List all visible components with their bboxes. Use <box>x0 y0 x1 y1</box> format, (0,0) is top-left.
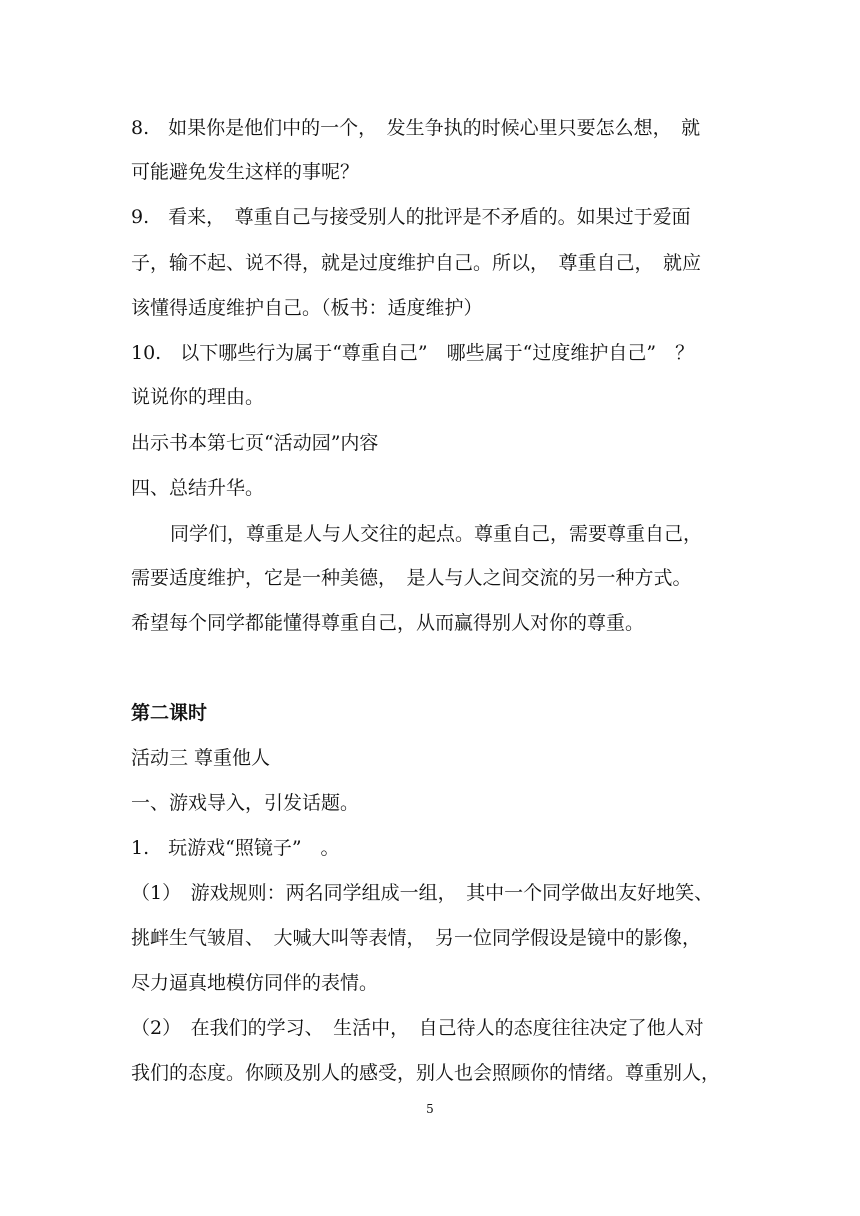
text-line: 我们的态度。你顾及别人的感受，别人也会照顾你的情绪。尊重别人， <box>131 1062 721 1084</box>
activity-title: 活动三 尊重他人 <box>131 747 271 769</box>
text-line: 1. 玩游戏“照镜子” 。 <box>131 837 340 859</box>
text-line: 10. 以下哪些行为属于“尊重自己” 哪些属于“过度维护自己” ？ <box>131 342 695 364</box>
text-line: 挑衅生气皱眉、 大喊大叫等表情， 另一位同学假设是镜中的影像， <box>131 927 702 949</box>
page-number: 5 <box>426 1102 434 1116</box>
text-line: 9. 看来， 尊重自己与接受别人的批评是不矛盾的。如果过于爱面 <box>131 206 691 228</box>
paragraph-line: 同学们，尊重是人与人交往的起点。尊重自己，需要尊重自己， <box>170 523 703 545</box>
section-heading: 四、总结升华。 <box>131 477 265 499</box>
text-line: 该懂得适度维护自己。（板书：适度维护） <box>131 297 483 319</box>
text-line: 子，输不起、说不得，就是过度维护自己。所以， 尊重自己， 就应 <box>131 252 702 274</box>
text-line: （2） 在我们的学习、 生活中， 自己待人的态度往往决定了他人对 <box>131 1017 704 1039</box>
text-line: 8. 如果你是他们中的一个， 发生争执的时候心里只要怎么想， 就 <box>131 117 701 139</box>
lesson-title: 第二课时 <box>131 702 208 724</box>
text-line: 出示书本第七页“活动园”内容 <box>131 432 379 454</box>
text-line: 说说你的理由。 <box>131 386 265 408</box>
paragraph-line: 需要适度维护，它是一种美德， 是人与人之间交流的另一种方式。 <box>131 567 692 589</box>
text-line: 可能避免发生这样的事呢？ <box>131 161 360 183</box>
paragraph-line: 希望每个同学都能懂得尊重自己，从而赢得别人对你的尊重。 <box>131 612 645 634</box>
text-line: 尽力逼真地模仿同伴的表情。 <box>131 972 379 994</box>
section-heading: 一、游戏导入，引发话题。 <box>131 792 360 814</box>
text-line: （1） 游戏规则：两名同学组成一组， 其中一个同学做出友好地笑、 <box>131 882 714 904</box>
